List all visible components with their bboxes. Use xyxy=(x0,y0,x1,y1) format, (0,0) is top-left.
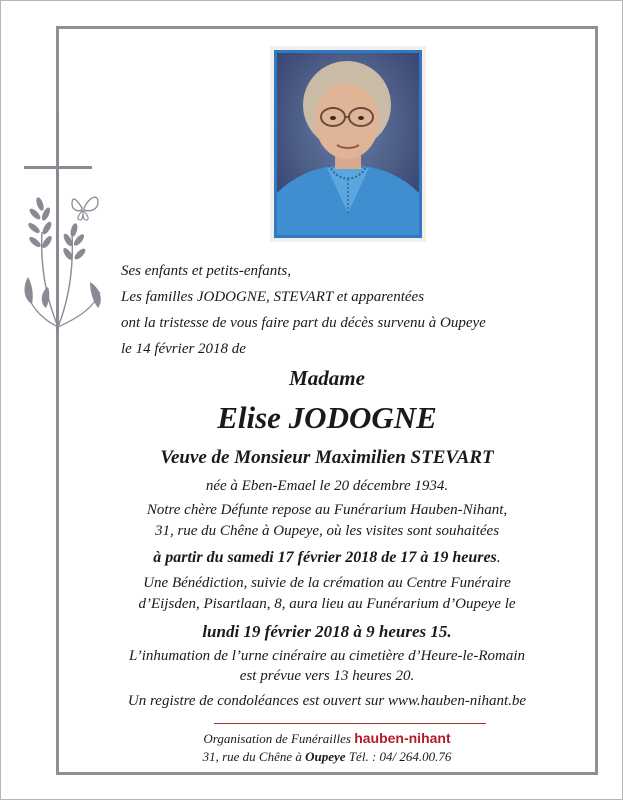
address-text: 31, rue du Chêne à xyxy=(202,749,302,764)
intro-paragraph xyxy=(121,258,486,362)
repose-line: Notre chère Défunte repose au Funérarium Hauben-Nihant, xyxy=(146,502,508,518)
visits-end: . xyxy=(496,549,501,566)
frame-top-line xyxy=(56,26,598,29)
frame-right-line xyxy=(595,26,598,775)
inhumation-line: est prévue vers 13 heures 20. xyxy=(239,668,415,684)
widow-line: Veuve de Monsieur Maximilien STEVART xyxy=(160,447,494,468)
visits-line xyxy=(62,549,592,567)
ceremony-line: d’Eijsden, Pisartlaan, 8, aura lieu au Funérarium d’Oupeye le xyxy=(138,596,516,612)
deceased-name: Elise JODOGNE xyxy=(217,400,437,435)
title-madame: Madame xyxy=(289,366,365,390)
birth-line: née à Eben-Emael le 20 décembre 1934. xyxy=(205,478,449,494)
frame-bottom-line xyxy=(56,772,598,775)
footer-organisation xyxy=(62,730,592,747)
repose-line: 31, rue du Chêne à Oupeye, où les visites sont souhaitées xyxy=(154,523,500,539)
portrait-photo-frame xyxy=(270,46,426,242)
organisation-label: Organisation de Funérailles xyxy=(203,731,351,746)
footer-divider xyxy=(214,723,486,724)
intro-line: le 14 février 2018 de xyxy=(121,341,246,357)
portrait-illustration xyxy=(277,53,419,235)
brand-logo-text: hauben-nihant xyxy=(354,730,451,746)
visits-text: à partir du samedi 17 février 2018 de 17 à 19 heures xyxy=(153,549,497,566)
inhumation-line: L’inhumation de l’urne cinéraire au cimetière d’Heure-le-Romain xyxy=(128,648,525,664)
cross-wheat-butterfly-icon xyxy=(18,112,110,334)
intro-line: Ses enfants et petits-enfants, xyxy=(121,263,291,279)
frame-left-line-upper xyxy=(56,26,59,115)
ceremony-line: Une Bénédiction, suivie de la crémation au Centre Funéraire xyxy=(143,575,511,591)
portrait-photo xyxy=(274,50,422,238)
phone-text: Tél. : 04/ 264.00.76 xyxy=(348,749,452,764)
condolence-register-line: Un registre de condoléances est ouvert sur www.hauben-nihant.be xyxy=(127,693,527,709)
footer-address xyxy=(62,749,592,765)
intro-line: ont la tristesse de vous faire part du décès survenu à Oupeye xyxy=(121,315,486,331)
intro-line: Les familles JODOGNE, STEVART et apparentées xyxy=(121,289,425,305)
ceremony-date: lundi 19 février 2018 à 9 heures 15. xyxy=(202,622,452,641)
address-town: Oupeye xyxy=(305,749,346,764)
frame-left-line-lower xyxy=(56,330,59,775)
